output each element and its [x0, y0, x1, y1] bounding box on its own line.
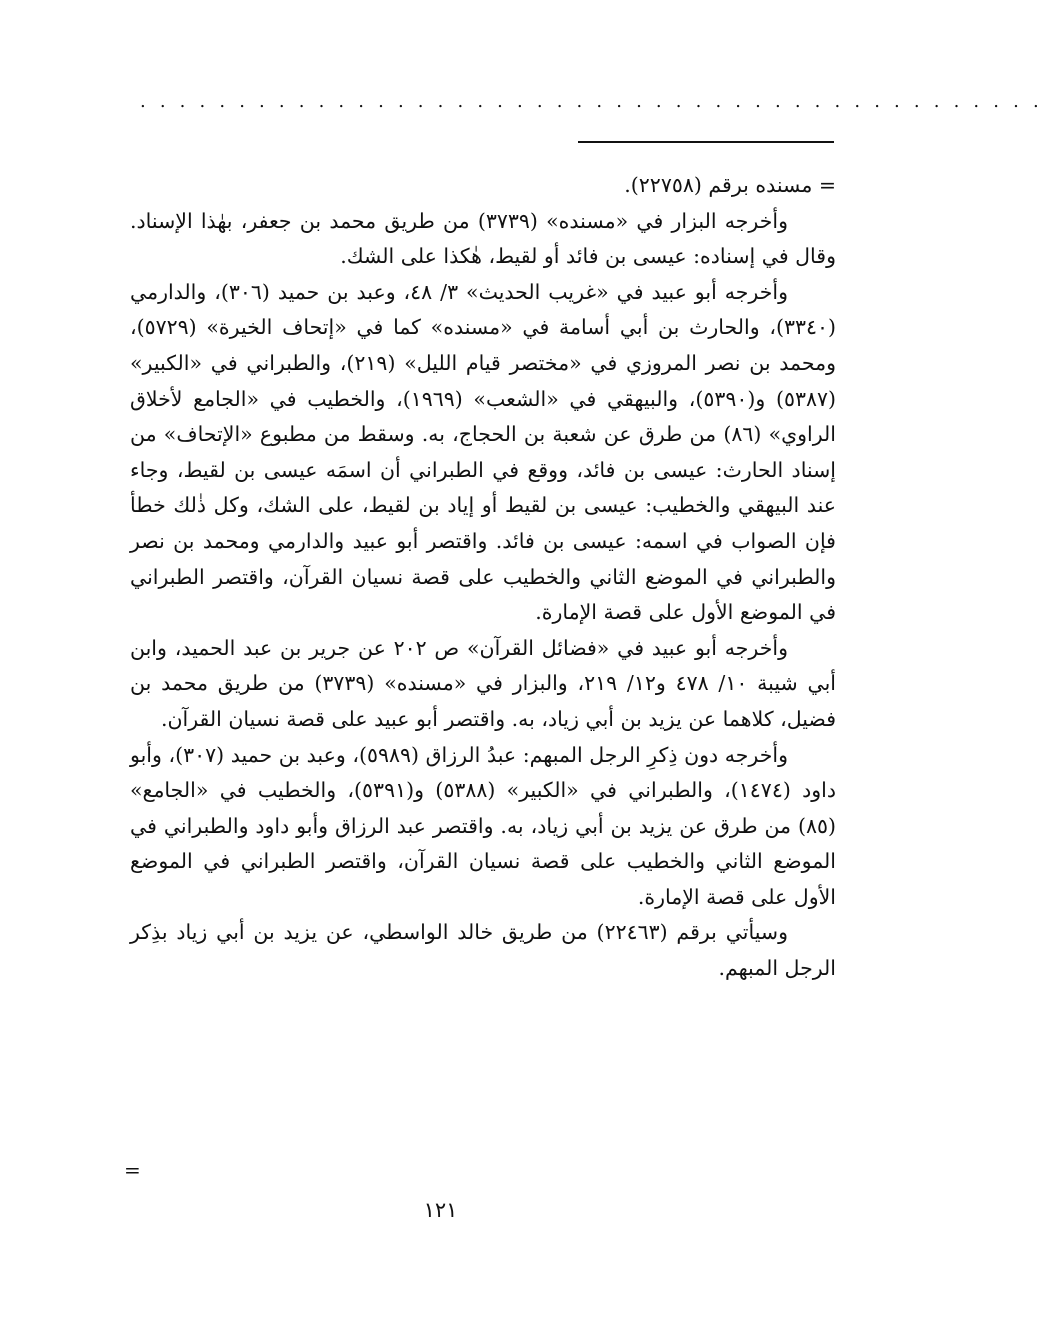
- footnote-paragraph: وأخرجه أبو عبيد في «فضائل القرآن» ص ٢٠٢ عن جرير بن عبد الحميد، وابن أبي شيبة ١٠/ ٤٧٨ و١٢/ ٢١٩، والبزار في «مسنده» (٣٧٣٩) من طريق محمد بن فضيل، كلاهما عن يزيد بن أبي زياد، به. واقتصر أبو عبيد على قصة نسيان القرآن.: [130, 635, 836, 731]
- footnote-paragraph: وأخرجه دون ذِكرِ الرجل المبهم: عبدُ الرزاق (٥٩٨٩)، وعبد بن حميد (٣٠٧)، وأبو داود (١٤٧٤)، والطبراني في «الكبير» (٥٣٨٨) و(٥٣٩١)، والخطيب في «الجامع» (٨٥) من طرق عن يزيد بن أبي زياد، به. واقتصر عبد الرزاق وأبو داود والطبراني في الموضع الثاني والخطيب على قصة نسيان القرآن، واقتصر الطبراني في الموضع الأول على قصة الإمارة.: [130, 742, 836, 909]
- footnote-block: [130, 168, 836, 987]
- footnote-paragraph: وأخرجه أبو عبيد في «غريب الحديث» ٣/ ٤٨، وعبد بن حميد (٣٠٦)، والدارمي (٣٣٤٠)، والحارث بن أبي أسامة في «مسنده» كما في «إتحاف الخيرة» (٥٧٢٩)، ومحمد بن نصر المروزي في «مختصر قيام الليل» (٢١٩)، والطبراني في «الكبير» (٥٣٨٧) و(٥٣٩٠)، والبيهقي في «الشعب» (١٩٦٩)، والخطيب في «الجامع لأخلاق الراوي» (٨٦) من طرق عن شعبة بن الحجاج، به. وسقط من مطبوع «الإتحاف» من إسناد الحارث: عيسى بن فائد، ووقع في الطبراني أن اسمَه عيسى بن لقيط، وجاء عند البيهقي والخطيب: عيسى بن لقيط أو إياد بن لقيط، على الشك، وكل ذٰلك خطأ فإن الصواب في اسمه: عيسى بن فائد. واقتصر أبو عبيد والدارمي ومحمد بن نصر والطبراني في الموضع الثاني والخطيب على قصة نسيان القرآن، واقتصر الطبراني في الموضع الأول على قصة الإمارة.: [130, 279, 837, 625]
- footnote-rule: [578, 141, 834, 143]
- continuation-mark: =: [124, 1158, 141, 1182]
- footnote-paragraph-continued: = مسنده برقم (٢٢٧٥٨).: [624, 173, 836, 197]
- separator-dots: . . . . . . . . . . . . . . . . . . . . . . . . . . . . . . . . . . . . . . . . . . . . . .: [140, 91, 1043, 112]
- footnote-paragraph: وسيأتي برقم (٢٢٤٦٣) من طريق خالد الواسطي، عن يزيد بن أبي زياد بذِكر الرجل المبهم.: [130, 920, 836, 981]
- page-number: ١٢١: [423, 1198, 458, 1222]
- footnote-paragraph: وأخرجه البزار في «مسنده» (٣٧٣٩) من طريق محمد بن جعفر، بهٰذا الإسناد. وقال في إسناده: عيسى بن فائد أو لقيط، هٰكذا على الشك.: [130, 208, 836, 269]
